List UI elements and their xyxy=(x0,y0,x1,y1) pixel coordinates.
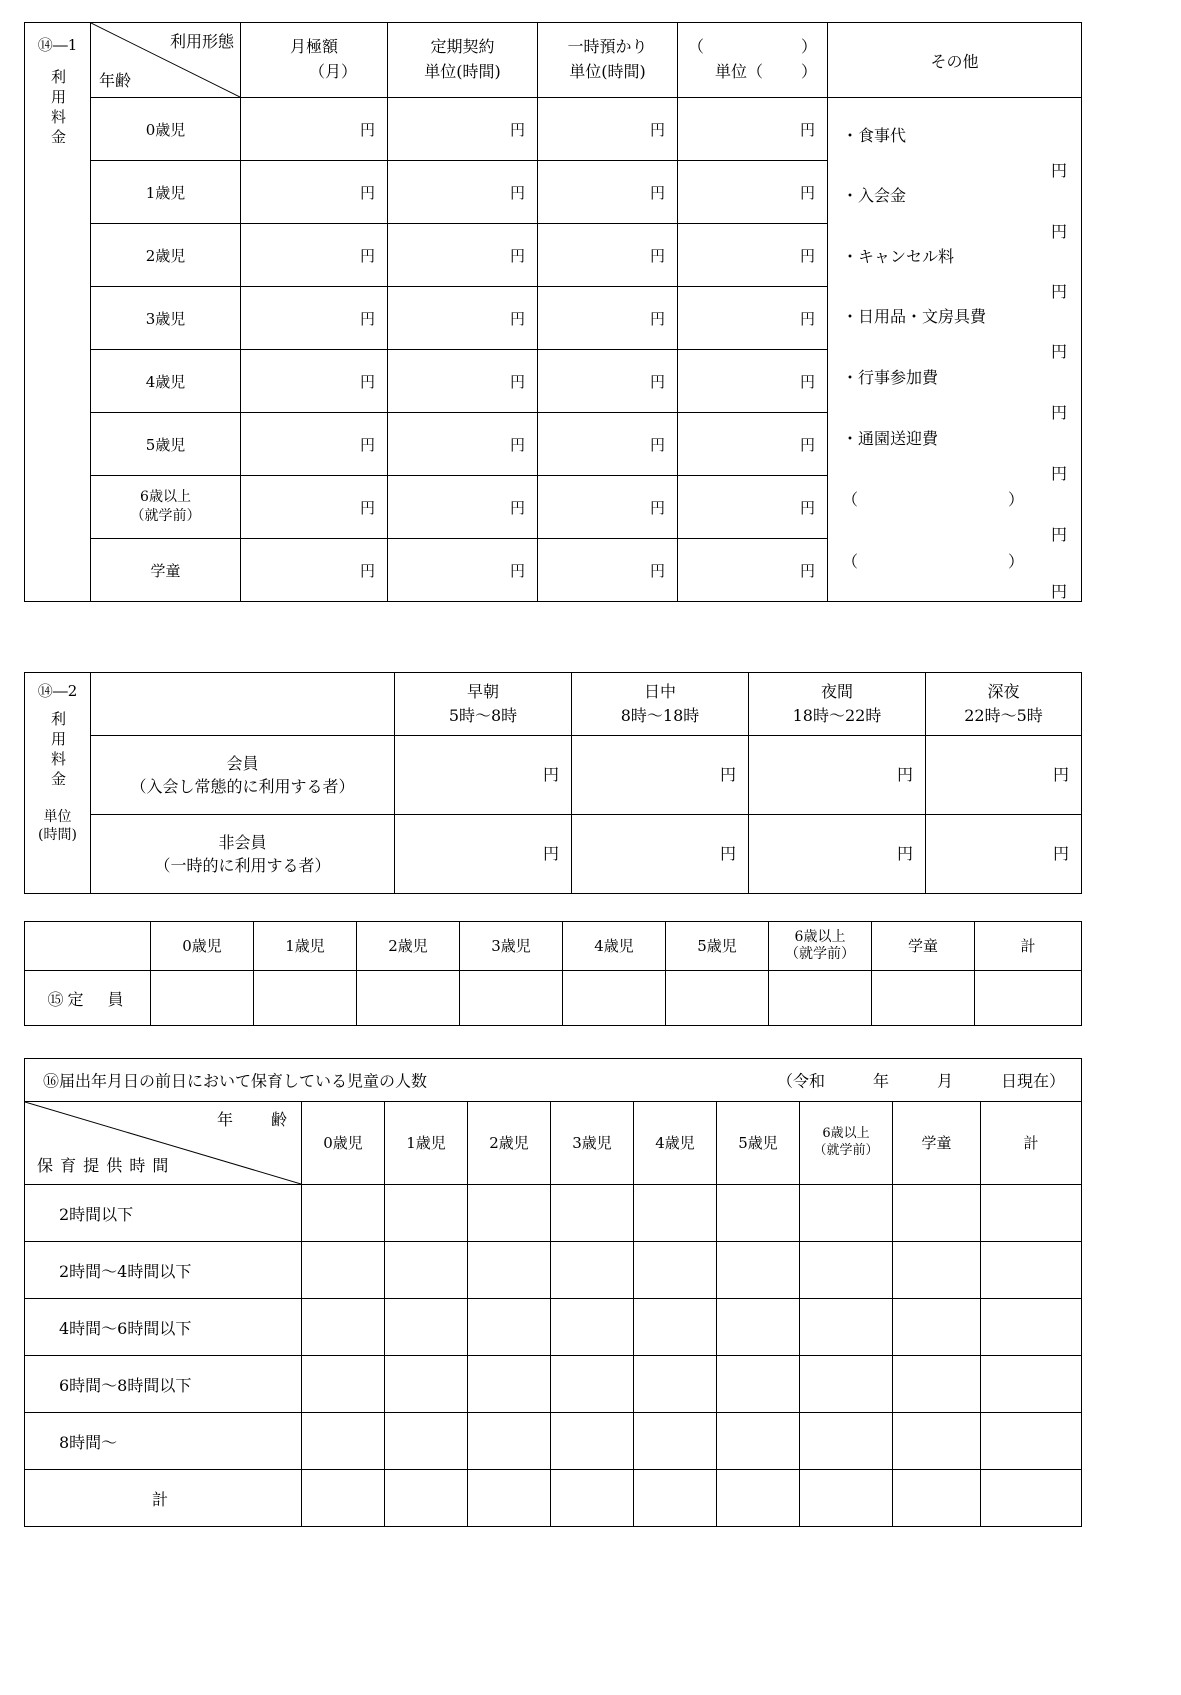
hourly-blank-header xyxy=(91,673,395,736)
capacity-col-schoolchild xyxy=(872,922,975,971)
age-label-6-line1: 6歳以上 xyxy=(140,489,191,506)
other-item-cancel-yen: 円 xyxy=(1050,282,1067,301)
member-fee-daytime[interactable]: 円 xyxy=(572,736,749,815)
fee-regular-1[interactable]: 円 xyxy=(388,161,538,224)
non-member-fee-daytime[interactable]: 円 xyxy=(572,815,749,894)
children-value-0-4[interactable] xyxy=(634,1185,717,1242)
early-morning-line2: 5時～8時 xyxy=(448,706,518,725)
fee-temporary-5[interactable]: 円 xyxy=(538,413,678,476)
section-16 xyxy=(24,1058,1081,1527)
children-col-age0-label: 0歳児 xyxy=(323,1133,363,1152)
children-value-4-2[interactable] xyxy=(468,1413,551,1470)
other-fees-cell xyxy=(828,23,1082,602)
capacity-col-age3-label: 3歳児 xyxy=(491,936,531,955)
age-label-3: 3歳児 xyxy=(91,287,241,350)
children-value-4-6[interactable] xyxy=(800,1413,893,1470)
section-14-1-id-label: ⑭―1 xyxy=(37,36,78,54)
children-total-3[interactable] xyxy=(551,1470,634,1527)
other-item-event-label: ・行事参加費 xyxy=(842,368,939,387)
capacity-col-age0 xyxy=(151,922,254,971)
capacity-col-age2 xyxy=(357,922,460,971)
fee-monthly-7[interactable]: 円 xyxy=(241,539,388,602)
children-col-schoolchild-label: 学童 xyxy=(921,1133,952,1152)
capacity-row-label: ⑮定 員 xyxy=(25,971,151,1026)
late-night-line1: 深夜 xyxy=(987,682,1020,701)
col-blank-paren-open: （ xyxy=(688,37,705,57)
table-row xyxy=(25,1185,1082,1242)
children-total-5[interactable] xyxy=(717,1470,800,1527)
corner-bottom-left-label: 年齢 xyxy=(99,71,132,90)
fee-blank-4[interactable]: 円 xyxy=(678,350,828,413)
other-item-blank1-close: ） xyxy=(1008,490,1025,509)
other-item-supplies-yen: 円 xyxy=(1050,342,1067,361)
non-member-fee-early-morning[interactable]: 円 xyxy=(395,815,572,894)
capacity-value-schoolchild[interactable] xyxy=(872,971,975,1026)
fee-temporary-4[interactable]: 円 xyxy=(538,350,678,413)
early-morning-line1: 早朝 xyxy=(466,682,499,701)
children-col-schoolchild xyxy=(893,1102,981,1185)
fee-blank-0[interactable]: 円 xyxy=(678,98,828,161)
column-header-late-night xyxy=(926,673,1082,736)
fee-monthly-5[interactable]: 円 xyxy=(241,413,388,476)
section-14-1-id-cell xyxy=(25,23,91,602)
fee-regular-2[interactable]: 円 xyxy=(388,224,538,287)
children-value-1-2[interactable] xyxy=(468,1242,551,1299)
fee-temporary-6[interactable]: 円 xyxy=(538,476,678,539)
children-row-label-0: 2時間以下 xyxy=(25,1185,302,1242)
member-label xyxy=(91,736,395,815)
capacity-col-age2-label: 2歳児 xyxy=(388,936,428,955)
children-value-4-5[interactable] xyxy=(717,1413,800,1470)
col-regular-line1: 定期契約 xyxy=(430,37,495,57)
fee-blank-2[interactable]: 円 xyxy=(678,224,828,287)
children-row-label-total: 計 xyxy=(25,1470,302,1527)
other-item-transport-label: ・通園送迎費 xyxy=(842,429,939,448)
capacity-col-age3 xyxy=(460,922,563,971)
children-corner-header xyxy=(25,1102,302,1185)
children-col-age5 xyxy=(717,1102,800,1185)
children-value-1-0[interactable] xyxy=(302,1242,385,1299)
children-total-1[interactable] xyxy=(385,1470,468,1527)
column-header-blank-unit xyxy=(678,23,828,98)
capacity-corner-blank xyxy=(25,922,151,971)
non-member-line2: （一時的に利用する者） xyxy=(154,856,331,875)
children-value-4-8[interactable] xyxy=(981,1413,1082,1470)
children-col-age5-label: 5歳児 xyxy=(738,1133,778,1152)
fee-monthly-3[interactable]: 円 xyxy=(241,287,388,350)
children-value-3-0[interactable] xyxy=(302,1356,385,1413)
children-total-6[interactable] xyxy=(800,1470,893,1527)
children-value-3-6[interactable] xyxy=(800,1356,893,1413)
capacity-value-age0[interactable] xyxy=(151,971,254,1026)
col-blank-unit-close: ） xyxy=(800,62,817,81)
capacity-value-age2[interactable] xyxy=(357,971,460,1026)
children-value-2-3[interactable] xyxy=(551,1299,634,1356)
col-blank-paren-close: ） xyxy=(800,37,817,57)
section-14-2 xyxy=(24,672,1081,894)
usage-fee-table xyxy=(24,22,1082,602)
children-row-label-2: 4時間～6時間以下 xyxy=(25,1299,302,1356)
capacity-col-age5 xyxy=(666,922,769,971)
table-row xyxy=(25,1413,1082,1470)
children-col-age0 xyxy=(302,1102,385,1185)
section-16-title-cell xyxy=(25,1059,1082,1102)
corner-top-right-label: 利用形態 xyxy=(169,32,234,51)
section-14-1-id-vertical: 利用料金 xyxy=(49,69,67,150)
daytime-line2: 8時～18時 xyxy=(620,706,700,725)
table-row xyxy=(25,815,1082,894)
children-col-total-label: 計 xyxy=(1023,1133,1039,1152)
capacity-value-age4[interactable] xyxy=(563,971,666,1026)
children-value-1-7[interactable] xyxy=(893,1242,981,1299)
section-14-2-id-vertical: 利用料金 xyxy=(49,711,67,792)
capacity-col-age4 xyxy=(563,922,666,971)
children-value-3-7[interactable] xyxy=(893,1356,981,1413)
other-item-supplies-label: ・日用品・文房具費 xyxy=(842,307,987,326)
children-total-8[interactable] xyxy=(981,1470,1082,1527)
section-16-title-date: （令和 年 月 日現在） xyxy=(777,1071,1066,1091)
other-item-transport-yen: 円 xyxy=(1050,464,1067,483)
children-value-0-0[interactable] xyxy=(302,1185,385,1242)
section-16-title: ⑯届出年月日の前日において保育している児童の人数 xyxy=(43,1071,428,1091)
col-temporary-line2: 単位(時間) xyxy=(569,62,646,81)
children-total-4[interactable] xyxy=(634,1470,717,1527)
capacity-col-age0-label: 0歳児 xyxy=(182,936,222,955)
col-regular-line2: 単位(時間) xyxy=(424,62,501,81)
children-value-1-1[interactable] xyxy=(385,1242,468,1299)
age-label-4: 4歳児 xyxy=(91,350,241,413)
col-monthly-line1: 月極額 xyxy=(289,37,338,57)
non-member-fee-evening[interactable]: 円 xyxy=(749,815,926,894)
children-value-0-2[interactable] xyxy=(468,1185,551,1242)
fee-blank-1[interactable]: 円 xyxy=(678,161,828,224)
children-value-3-8[interactable] xyxy=(981,1356,1082,1413)
children-value-4-0[interactable] xyxy=(302,1413,385,1470)
fee-blank-5[interactable]: 円 xyxy=(678,413,828,476)
capacity-table xyxy=(24,921,1082,1026)
member-fee-evening[interactable]: 円 xyxy=(749,736,926,815)
fee-temporary-2[interactable]: 円 xyxy=(538,224,678,287)
age-label-5: 5歳児 xyxy=(91,413,241,476)
children-value-1-3[interactable] xyxy=(551,1242,634,1299)
children-value-3-3[interactable] xyxy=(551,1356,634,1413)
children-value-3-2[interactable] xyxy=(468,1356,551,1413)
children-col-age2 xyxy=(468,1102,551,1185)
section-14-1 xyxy=(24,22,1081,602)
column-header-daytime xyxy=(572,673,749,736)
evening-line2: 18時～22時 xyxy=(792,706,882,725)
children-value-1-4[interactable] xyxy=(634,1242,717,1299)
late-night-line2: 22時～5時 xyxy=(964,706,1043,725)
column-header-regular-contract xyxy=(388,23,538,98)
column-header-early-morning xyxy=(395,673,572,736)
capacity-col-age5-label: 5歳児 xyxy=(697,936,737,955)
other-item-admission-yen: 円 xyxy=(1050,222,1067,241)
col-temporary-line1: 一時預かり xyxy=(567,37,648,57)
other-item-blank2-yen: 円 xyxy=(1050,582,1067,601)
column-header-monthly xyxy=(241,23,388,98)
children-value-0-3[interactable] xyxy=(551,1185,634,1242)
section-14-2-id-cell xyxy=(25,673,91,894)
fee-monthly-2[interactable]: 円 xyxy=(241,224,388,287)
children-value-0-6[interactable] xyxy=(800,1185,893,1242)
fee-regular-3[interactable]: 円 xyxy=(388,287,538,350)
children-col-age2-label: 2歳児 xyxy=(489,1133,529,1152)
children-col-age6plus xyxy=(800,1102,893,1185)
fee-temporary-7[interactable]: 円 xyxy=(538,539,678,602)
table-row xyxy=(25,1470,1082,1527)
children-value-0-5[interactable] xyxy=(717,1185,800,1242)
age-label-6-line2: （就学前） xyxy=(130,508,201,524)
capacity-col-total-label: 計 xyxy=(1020,936,1036,955)
children-row-label-3: 6時間～8時間以下 xyxy=(25,1356,302,1413)
children-value-4-1[interactable] xyxy=(385,1413,468,1470)
member-fee-early-morning[interactable]: 円 xyxy=(395,736,572,815)
children-value-0-1[interactable] xyxy=(385,1185,468,1242)
table-row xyxy=(25,1299,1082,1356)
fee-monthly-6[interactable]: 円 xyxy=(241,476,388,539)
children-value-0-8[interactable] xyxy=(981,1185,1082,1242)
other-item-event-yen: 円 xyxy=(1050,403,1067,422)
non-member-label xyxy=(91,815,395,894)
children-value-1-8[interactable] xyxy=(981,1242,1082,1299)
children-count-table xyxy=(24,1058,1082,1527)
fee-regular-4[interactable]: 円 xyxy=(388,350,538,413)
children-row-label-4: 8時間～ xyxy=(25,1413,302,1470)
children-col-age1-label: 1歳児 xyxy=(406,1133,446,1152)
other-item-blank1-open: （ xyxy=(842,490,859,509)
children-value-1-5[interactable] xyxy=(717,1242,800,1299)
fee-regular-7[interactable]: 円 xyxy=(388,539,538,602)
capacity-col-age6plus-line1: 6歳以上 xyxy=(794,928,846,945)
unit-line2: (時間) xyxy=(38,826,77,843)
age-label-6 xyxy=(91,476,241,539)
children-col-age4-label: 4歳児 xyxy=(655,1133,695,1152)
capacity-col-age6plus-line2: （就学前） xyxy=(785,946,855,962)
non-member-fee-late-night[interactable]: 円 xyxy=(926,815,1082,894)
children-value-2-4[interactable] xyxy=(634,1299,717,1356)
corner-header-cell xyxy=(91,23,241,98)
daytime-line1: 日中 xyxy=(643,682,676,701)
table-row xyxy=(25,736,1082,815)
member-line1: 会員 xyxy=(226,753,259,773)
children-col-age1 xyxy=(385,1102,468,1185)
children-value-2-7[interactable] xyxy=(893,1299,981,1356)
children-value-4-3[interactable] xyxy=(551,1413,634,1470)
capacity-value-total[interactable] xyxy=(975,971,1082,1026)
fee-temporary-1[interactable]: 円 xyxy=(538,161,678,224)
fee-temporary-3[interactable]: 円 xyxy=(538,287,678,350)
children-col-age6plus-line1: 6歳以上 xyxy=(822,1126,870,1142)
capacity-value-age5[interactable] xyxy=(666,971,769,1026)
capacity-value-age1[interactable] xyxy=(254,971,357,1026)
capacity-col-age4-label: 4歳児 xyxy=(594,936,634,955)
fee-monthly-1[interactable]: 円 xyxy=(241,161,388,224)
evening-line1: 夜間 xyxy=(820,682,853,701)
children-total-0[interactable] xyxy=(302,1470,385,1527)
children-value-3-1[interactable] xyxy=(385,1356,468,1413)
fee-temporary-0[interactable]: 円 xyxy=(538,98,678,161)
section-15 xyxy=(24,921,1081,1026)
capacity-col-schoolchild-label: 学童 xyxy=(907,936,938,955)
other-item-blank2-open: （ xyxy=(842,552,859,571)
other-item-blank1-yen: 円 xyxy=(1050,525,1067,544)
age-label-7: 学童 xyxy=(91,539,241,602)
children-col-age6plus-line2: （就学前） xyxy=(813,1143,879,1158)
children-value-4-7[interactable] xyxy=(893,1413,981,1470)
capacity-col-age1-label: 1歳児 xyxy=(285,936,325,955)
children-value-2-5[interactable] xyxy=(717,1299,800,1356)
member-fee-late-night[interactable]: 円 xyxy=(926,736,1082,815)
non-member-line1: 非会員 xyxy=(218,832,267,852)
fee-regular-0[interactable]: 円 xyxy=(388,98,538,161)
children-value-2-0[interactable] xyxy=(302,1299,385,1356)
table-row xyxy=(25,1242,1082,1299)
capacity-value-age6plus[interactable] xyxy=(769,971,872,1026)
children-value-3-4[interactable] xyxy=(634,1356,717,1413)
children-corner-top-right: 年 齢 xyxy=(216,1110,289,1129)
col-monthly-line2: （月） xyxy=(308,62,357,81)
age-label-1: 1歳児 xyxy=(91,161,241,224)
age-label-2: 2歳児 xyxy=(91,224,241,287)
children-col-age3-label: 3歳児 xyxy=(572,1133,612,1152)
section-14-2-unit-label xyxy=(25,809,90,844)
children-corner-bottom-left: 保 育 提 供 時 間 xyxy=(37,1156,170,1175)
children-col-age4 xyxy=(634,1102,717,1185)
capacity-col-age6plus xyxy=(769,922,872,971)
other-item-meal-yen: 円 xyxy=(1050,161,1067,180)
children-col-age3 xyxy=(551,1102,634,1185)
other-item-cancel-label: ・キャンセル料 xyxy=(842,247,955,266)
other-item-meal-label: ・食事代 xyxy=(842,126,907,145)
children-value-4-4[interactable] xyxy=(634,1413,717,1470)
children-row-label-1: 2時間～4時間以下 xyxy=(25,1242,302,1299)
section-14-2-id-label: ⑭―2 xyxy=(37,682,78,700)
fee-regular-5[interactable]: 円 xyxy=(388,413,538,476)
fee-monthly-0[interactable]: 円 xyxy=(241,98,388,161)
hourly-fee-table xyxy=(24,672,1082,894)
column-header-other: その他 xyxy=(828,23,1081,98)
children-value-1-6[interactable] xyxy=(800,1242,893,1299)
fee-monthly-4[interactable]: 円 xyxy=(241,350,388,413)
fee-blank-6[interactable]: 円 xyxy=(678,476,828,539)
children-value-3-5[interactable] xyxy=(717,1356,800,1413)
children-value-2-6[interactable] xyxy=(800,1299,893,1356)
capacity-col-total xyxy=(975,922,1082,971)
children-total-7[interactable] xyxy=(893,1470,981,1527)
fee-regular-6[interactable]: 円 xyxy=(388,476,538,539)
column-header-evening xyxy=(749,673,926,736)
age-label-0: 0歳児 xyxy=(91,98,241,161)
member-line2: （入会し常態的に利用する者） xyxy=(130,777,355,796)
other-item-admission-label: ・入会金 xyxy=(842,186,907,205)
table-row xyxy=(25,971,1082,1026)
capacity-value-age3[interactable] xyxy=(460,971,563,1026)
children-value-2-8[interactable] xyxy=(981,1299,1082,1356)
col-blank-unit-open: 単位（ xyxy=(714,62,763,81)
fee-blank-3[interactable]: 円 xyxy=(678,287,828,350)
column-header-temporary-care xyxy=(538,23,678,98)
children-value-2-2[interactable] xyxy=(468,1299,551,1356)
children-col-total xyxy=(981,1102,1082,1185)
children-total-2[interactable] xyxy=(468,1470,551,1527)
capacity-col-age1 xyxy=(254,922,357,971)
unit-line1: 単位 xyxy=(43,809,72,826)
other-item-blank2-close: ） xyxy=(1008,552,1025,571)
fee-blank-7[interactable]: 円 xyxy=(678,539,828,602)
table-row xyxy=(25,1356,1082,1413)
children-value-2-1[interactable] xyxy=(385,1299,468,1356)
children-value-0-7[interactable] xyxy=(893,1185,981,1242)
